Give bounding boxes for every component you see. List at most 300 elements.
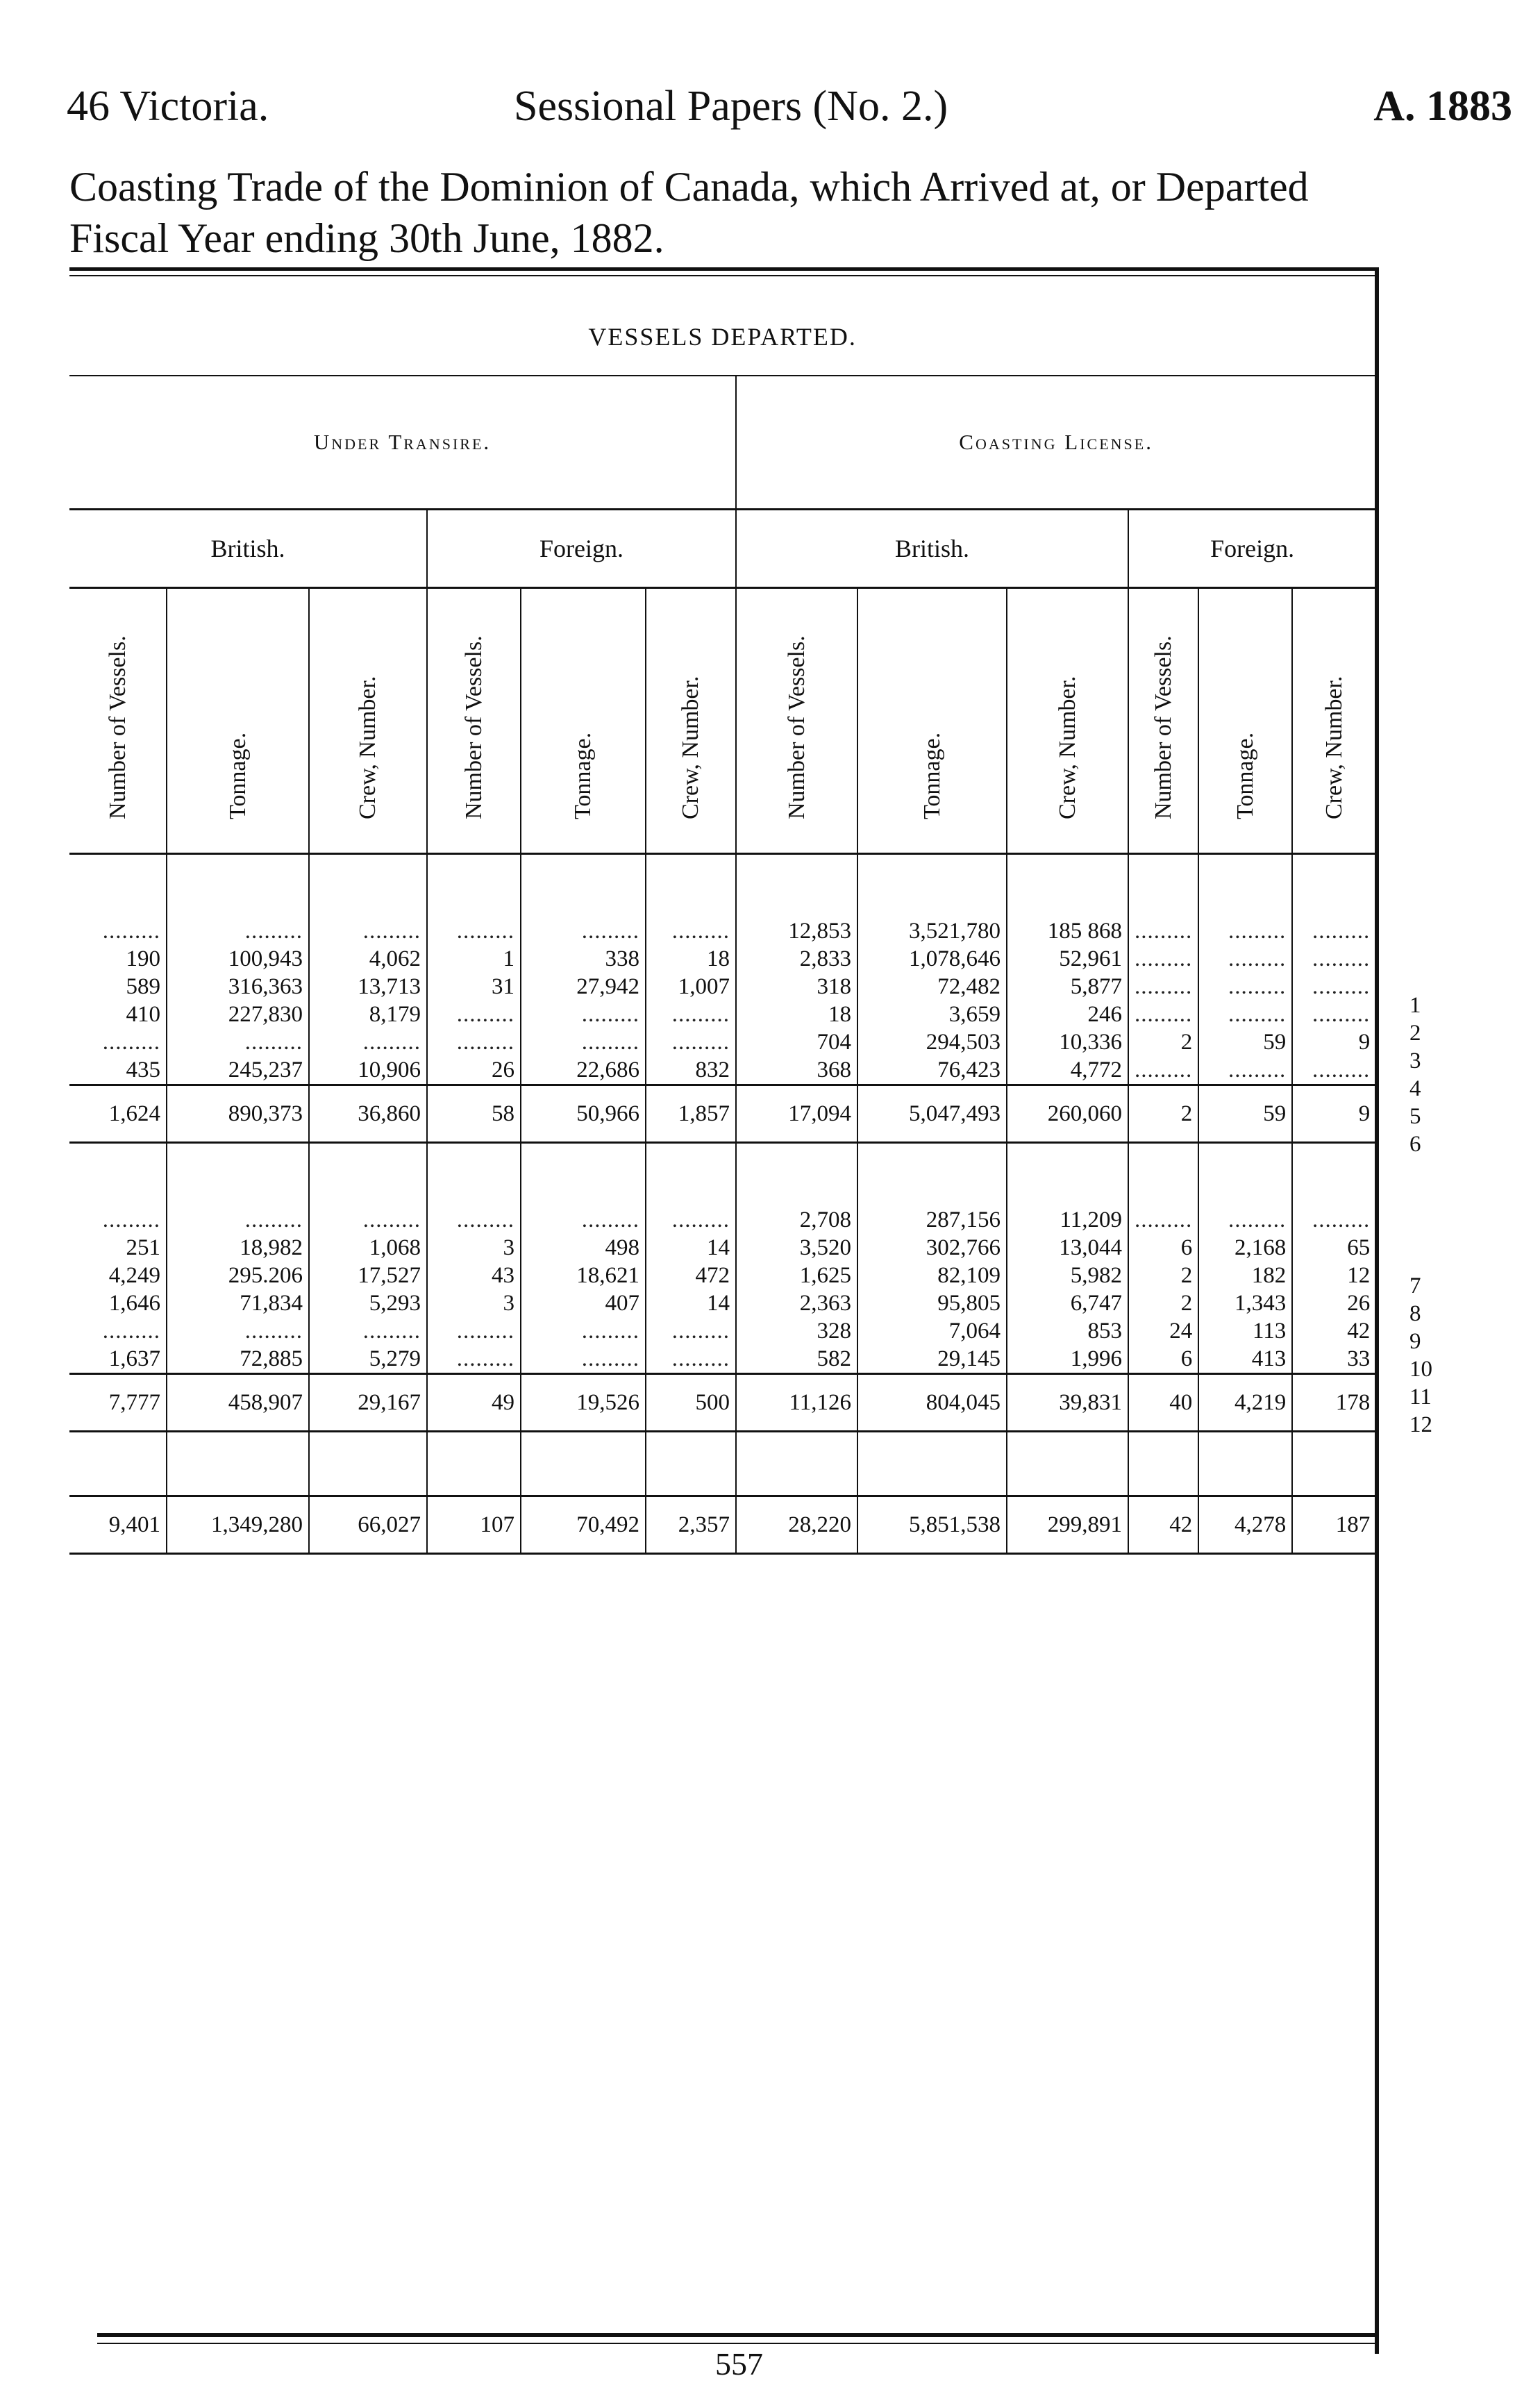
total-row [69,1496,1375,1554]
spacer-row [69,1143,1375,1207]
spacer-row [69,1432,1375,1496]
table-cell [1128,1056,1198,1085]
table-cell: 5,877 [1007,973,1128,1001]
table-cell: 33 [1347,1346,1371,1371]
table-row [69,1028,1375,1056]
column-heading-label: Crew, Number. [355,676,380,819]
leader-dots: ......... [244,1207,303,1232]
table-cell: 29,145 [857,1345,1007,1374]
table-row [69,1234,1375,1262]
table-cell [1198,945,1292,973]
column-heading [1007,588,1128,854]
table-cell: 185 868 [1007,917,1128,945]
leader-dots: ......... [1228,974,1287,999]
spacer-cell [427,854,521,918]
table-row [69,945,1375,973]
header-center: Sessional Papers (No. 2.) [514,83,948,130]
leader-dots: ......... [1228,919,1287,944]
column-heading-label: Crew, Number. [1054,676,1080,819]
spacer-cell [167,1432,309,1496]
spacer-cell [736,854,857,918]
table-cell [521,1317,646,1345]
row-number: 10 [1409,1357,1432,1382]
leader-dots: ......... [1135,1002,1193,1027]
table-cell [1292,945,1375,973]
table-cell: 853 [1007,1317,1128,1345]
leader-dots: ......... [362,919,421,944]
column-heading-label: Number of Vessels. [783,635,810,819]
table-cell: 12,853 [736,917,857,945]
table-grand-total [69,1432,1375,1554]
table-row [69,973,1375,1001]
table-cell [1128,917,1198,945]
spacer-cell [167,854,309,918]
table-cell: 2,708 [736,1206,857,1234]
table-cell [1128,1001,1198,1028]
table-cell [521,1028,646,1056]
table-cell: 251 [69,1234,167,1262]
leader-dots: ......... [362,1319,421,1344]
spacer-row [69,854,1375,918]
table-cell: 435 [69,1056,167,1085]
table-cell: 9 [1292,1085,1375,1143]
spacer-cell [646,1143,736,1207]
table-cell: 29,167 [309,1374,427,1432]
leader-dots: ......... [671,1346,730,1371]
table-cell [309,917,427,945]
spacer-cell [309,1432,427,1496]
leader-dots: ......... [1312,1207,1371,1232]
table-cell: 24 [1128,1317,1198,1345]
table-cell [309,1206,427,1234]
table-cell: 11,209 [1007,1206,1128,1234]
table-cell [1198,1206,1292,1234]
table-cell: 589 [69,973,167,1001]
column-heading [1292,588,1375,854]
table-cell: 13,044 [1007,1234,1128,1262]
table-cell [167,1206,309,1234]
table-cell [1128,1206,1198,1234]
spacer-cell [1128,1432,1198,1496]
table-cell: 4,062 [309,945,427,973]
heading-under-transire: Under Transire. [69,376,736,510]
vessels-departed-table [69,299,1375,1555]
table-cell: 7,777 [69,1374,167,1432]
table-cell: 246 [1007,1001,1128,1028]
column-heading [736,588,857,854]
page-number: 557 [715,2346,763,2382]
heading-coasting-license: Coasting License. [736,376,1375,510]
table-cell [69,1206,167,1234]
table-cell: 1,007 [646,973,736,1001]
spacer-cell [736,1432,857,1496]
table-cell [167,1317,309,1345]
table-cell [1292,1056,1375,1085]
column-heading [857,588,1007,854]
spacer-cell [1198,1143,1292,1207]
table-cell: 182 [1198,1262,1292,1289]
spacer-cell [1128,854,1198,918]
table-cell: 2,168 [1198,1234,1292,1262]
table-cell [646,1206,736,1234]
table-cell: 338 [521,945,646,973]
spacer-cell [521,854,646,918]
leader-dots: ......... [456,1207,514,1232]
leader-dots: ......... [102,1319,160,1344]
column-heading [427,588,521,854]
table-cell [427,1345,521,1374]
table-cell: 498 [521,1234,646,1262]
table-cell: 76,423 [857,1056,1007,1085]
table-cell: 295.206 [167,1262,309,1289]
table-cell [427,1206,521,1234]
table-cell: 49 [427,1374,521,1432]
table-cell: 260,060 [1007,1085,1128,1143]
table-cell: 6 [1128,1345,1198,1374]
leader-dots: ......... [671,1319,730,1344]
table-cell: 36,860 [309,1085,427,1143]
table-cell: 4,219 [1198,1374,1292,1432]
spacer-cell [857,854,1007,918]
row-number: 3 [1409,1048,1421,1073]
table-section-1 [69,854,1375,1143]
heading-transire-foreign: Foreign. [427,510,736,588]
leader-dots: ......... [244,919,303,944]
row-number: 5 [1409,1104,1421,1129]
table-cell [427,1317,521,1345]
total-row [69,1085,1375,1143]
table-cell: 100,943 [167,945,309,973]
row-number: 1 [1409,993,1421,1018]
table-cell: 1,349,280 [167,1496,309,1554]
table-cell: 1,343 [1198,1289,1292,1317]
table-row [69,917,1375,945]
table-cell: 40 [1128,1374,1198,1432]
table-cell: 27,942 [521,973,646,1001]
column-heading-label: Number of Vessels. [104,635,131,819]
table-cell [427,917,521,945]
table-cell [646,1345,736,1374]
table-cell [1292,973,1375,1001]
row-number: 2 [1409,1021,1421,1046]
table-cell: 5,851,538 [857,1496,1007,1554]
row-numbers-section-1 [1409,992,1421,1158]
heading-transire-british: British. [69,510,427,588]
table-cell: 11,126 [736,1374,857,1432]
column-heading-label: Tonnage. [570,732,596,819]
leader-dots: ......... [1228,1207,1287,1232]
spacer-cell [69,1143,167,1207]
table-cell: 26 [427,1056,521,1085]
leader-dots: ......... [1312,974,1371,999]
table-cell: 582 [736,1345,857,1374]
title-line-1: Coasting Trade of the Dominion of Canada, which Arrived at, or Departed [69,164,1309,210]
table-cell: 1,857 [646,1085,736,1143]
table-cell: 5,293 [309,1289,427,1317]
table-cell [1128,945,1198,973]
spacer-cell [857,1143,1007,1207]
spacer-cell [167,1143,309,1207]
table-cell: 2 [1128,1028,1198,1056]
table-cell [167,917,309,945]
table-cell: 318 [736,973,857,1001]
leader-dots: ......... [581,1319,639,1344]
table-cell: 52,961 [1007,945,1128,973]
spacer-cell [69,854,167,918]
leader-dots: ......... [362,1030,421,1055]
table-cell: 832 [646,1056,736,1085]
table-cell [1292,1001,1375,1028]
table-cell [69,917,167,945]
table-cell [69,1028,167,1056]
table-cell: 299,891 [1007,1496,1128,1554]
table-cell: 1 [427,945,521,973]
table-cell: 413 [1198,1345,1292,1374]
leader-dots: ......... [1312,919,1371,944]
table-cell: 287,156 [857,1206,1007,1234]
table-cell [69,1317,167,1345]
table-cell: 4,278 [1198,1496,1292,1554]
spacer-cell [521,1432,646,1496]
table-cell [1128,973,1198,1001]
table-cell: 368 [736,1056,857,1085]
table-cell: 890,373 [167,1085,309,1143]
table-cell: 3,659 [857,1001,1007,1028]
table-cell: 66,027 [309,1496,427,1554]
table-cell: 14 [646,1234,736,1262]
row-number: 8 [1409,1301,1421,1326]
row-number: 6 [1409,1132,1421,1157]
leader-dots: ......... [102,919,160,944]
table-frame-inner-rule [69,275,1375,276]
table-cell: 26 [1347,1291,1371,1316]
table-cell: 72,885 [167,1345,309,1374]
table-cell: 39,831 [1007,1374,1128,1432]
table-cell [427,1028,521,1056]
table-cell: 70,492 [521,1496,646,1554]
row-number: 4 [1409,1076,1421,1101]
header-right: A. 1883 [1373,83,1512,130]
leader-dots: ......... [581,1030,639,1055]
spacer-cell [309,1143,427,1207]
table-cell: 3,521,780 [857,917,1007,945]
column-heading [167,588,309,854]
row-number: 9 [1409,1329,1421,1354]
table-row [69,1206,1375,1234]
spacer-cell [427,1432,521,1496]
leader-dots: ......... [244,1319,303,1344]
table-cell: 1,625 [736,1262,857,1289]
spacer-cell [1292,1432,1375,1496]
heading-license-british: British. [736,510,1128,588]
table-row [69,1001,1375,1028]
table-cell: 31 [427,973,521,1001]
table-cell: 1,996 [1007,1345,1128,1374]
table-cell: 42 [1128,1496,1198,1554]
table-cell: 704 [736,1028,857,1056]
spacer-cell [1128,1143,1198,1207]
table-cell: 500 [646,1374,736,1432]
table-cell [167,1028,309,1056]
table-cell: 9,401 [69,1496,167,1554]
leader-dots: ......... [671,1030,730,1055]
table-cell: 28,220 [736,1496,857,1554]
leader-dots: ......... [671,1002,730,1027]
table-cell [1292,1206,1375,1234]
table-cell: 316,363 [167,973,309,1001]
footer-rule [97,2333,1375,2337]
leader-dots: ......... [1228,946,1287,971]
table-cell: 407 [521,1289,646,1317]
table-cell: 18,621 [521,1262,646,1289]
table-cell: 1,637 [69,1345,167,1374]
table-cell [309,1028,427,1056]
leader-dots: ......... [1135,1207,1193,1232]
table-cell: 7,064 [857,1317,1007,1345]
table-row [69,1317,1375,1345]
table-cell: 472 [646,1262,736,1289]
table-cell: 2 [1128,1289,1198,1317]
column-heading-label: Tonnage. [919,732,945,819]
table-cell [1292,917,1375,945]
row-number: 7 [1409,1273,1421,1298]
column-heading [309,588,427,854]
column-heading-label: Crew, Number. [1321,676,1347,819]
table-cell: 5,047,493 [857,1085,1007,1143]
table-cell: 107 [427,1496,521,1554]
leader-dots: ......... [1135,919,1193,944]
header-left: 46 Victoria. [67,83,269,130]
spacer-cell [857,1432,1007,1496]
leader-dots: ......... [102,1030,160,1055]
table-cell: 42 [1347,1319,1371,1344]
leader-dots: ......... [456,1346,514,1371]
leader-dots: ......... [581,1002,639,1027]
table-cell: 13,713 [309,973,427,1001]
total-row [69,1374,1375,1432]
spacer-cell [1198,854,1292,918]
spacer-cell [646,1432,736,1496]
spacer-cell [1007,1143,1128,1207]
column-heading [1128,588,1198,854]
table-cell: 65 [1347,1235,1371,1260]
table-cell [427,1001,521,1028]
page-title [69,161,1521,264]
leader-dots: ......... [1135,1057,1193,1082]
table-cell [1198,1001,1292,1028]
table-cell [646,1317,736,1345]
spacer-cell [1292,854,1375,918]
column-heading-label: Number of Vessels. [460,635,487,819]
spacer-cell [69,1432,167,1496]
table-cell: 302,766 [857,1234,1007,1262]
table-cell: 12 [1347,1263,1371,1288]
table-cell [1198,917,1292,945]
table-cell: 3 [427,1289,521,1317]
column-heading [1198,588,1292,854]
footer-rule-thin [97,2343,1375,2344]
table-cell: 1,078,646 [857,945,1007,973]
table-cell: 22,686 [521,1056,646,1085]
row-numbers-section-2 [1409,1272,1432,1439]
table-row [69,1056,1375,1085]
table-cell: 18 [736,1001,857,1028]
spacer-cell [1198,1432,1292,1496]
table-cell: 17,527 [309,1262,427,1289]
column-heading-label: Number of Vessels. [1150,635,1176,819]
table-cell: 2,363 [736,1289,857,1317]
leader-dots: ......... [1312,946,1371,971]
column-headings [69,588,1375,854]
leader-dots: ......... [1135,974,1193,999]
table-cell [309,1317,427,1345]
table-cell: 10,906 [309,1056,427,1085]
row-number: 12 [1409,1412,1432,1437]
leader-dots: ......... [1135,946,1193,971]
column-heading-label: Tonnage. [1232,732,1258,819]
leader-dots: ......... [244,1030,303,1055]
table-cell: 410 [69,1001,167,1028]
table-cell: 10,336 [1007,1028,1128,1056]
spacer-cell [1007,1432,1128,1496]
spacer-cell [521,1143,646,1207]
leader-dots: ......... [1228,1002,1287,1027]
table-cell: 6 [1128,1234,1198,1262]
leader-dots: ......... [581,1346,639,1371]
table-cell: 43 [427,1262,521,1289]
table-cell: 6,747 [1007,1289,1128,1317]
leader-dots: ......... [1228,1057,1287,1082]
spacer-cell [309,854,427,918]
leader-dots: ......... [456,1002,514,1027]
table-cell: 328 [736,1317,857,1345]
table-cell [646,1028,736,1056]
table-cell: 4,249 [69,1262,167,1289]
table-cell: 58 [427,1085,521,1143]
table-cell: 804,045 [857,1374,1007,1432]
table-cell: 82,109 [857,1262,1007,1289]
table-cell: 3 [427,1234,521,1262]
spacer-cell [646,854,736,918]
table-cell [521,1206,646,1234]
table-row [69,1289,1375,1317]
leader-dots: ......... [456,919,514,944]
table-cell: 95,805 [857,1289,1007,1317]
table-cell: 294,503 [857,1028,1007,1056]
table-cell: 5,982 [1007,1262,1128,1289]
table-cell: 4,772 [1007,1056,1128,1085]
leader-dots: ......... [581,1207,639,1232]
table-row [69,1262,1375,1289]
leader-dots: ......... [671,1207,730,1232]
leader-dots: ......... [362,1207,421,1232]
table-cell: 18 [646,945,736,973]
table-cell: 458,907 [167,1374,309,1432]
table-cell: 1,624 [69,1085,167,1143]
table-cell: 2,357 [646,1496,736,1554]
table-cell: 245,237 [167,1056,309,1085]
spacer-cell [1292,1143,1375,1207]
leader-dots: ......... [581,919,639,944]
spacer-cell [736,1143,857,1207]
spacer-cell [1007,854,1128,918]
column-heading [521,588,646,854]
table-section-2 [69,1143,1375,1432]
table-cell: 2 [1128,1262,1198,1289]
spacer-cell [427,1143,521,1207]
column-heading [69,588,167,854]
table-row [69,1345,1375,1374]
